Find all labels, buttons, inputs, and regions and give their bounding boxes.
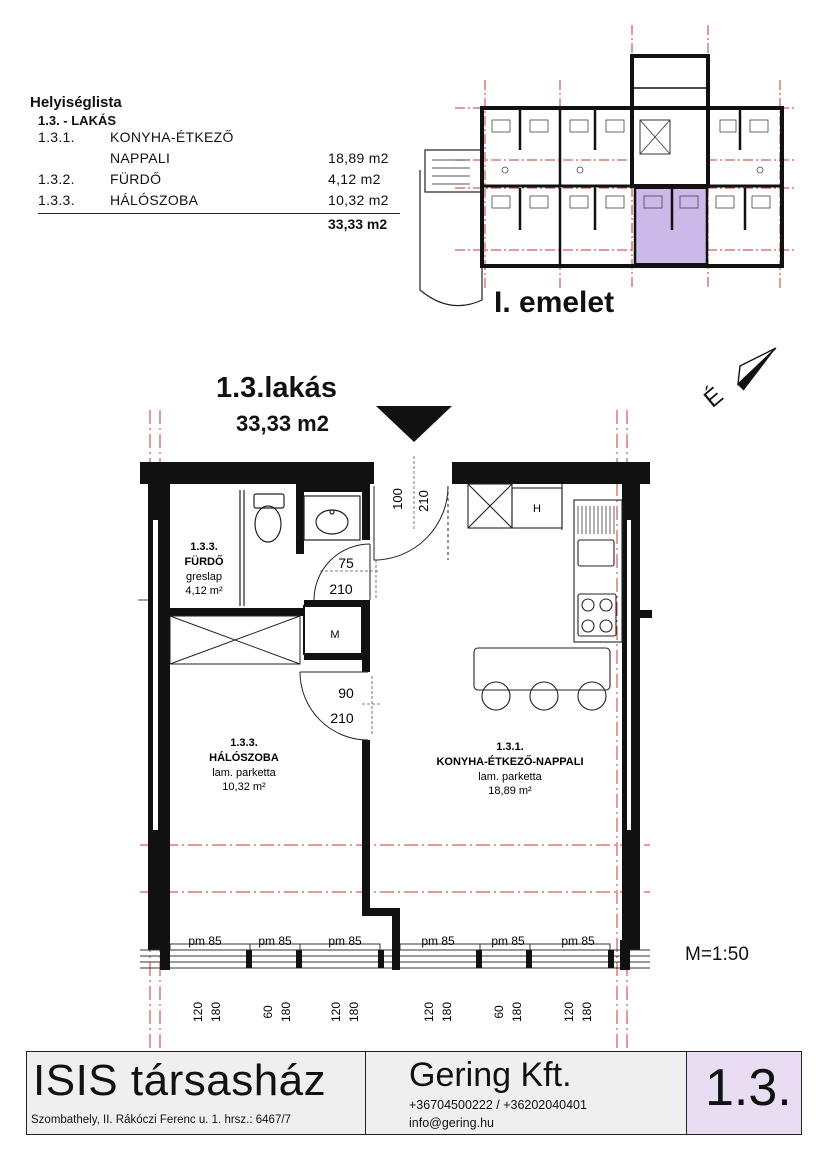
floor-label: I. emelet xyxy=(494,286,615,319)
bath-floor-finish: greslap xyxy=(185,571,223,583)
bath-room-name: FÜRDŐ xyxy=(184,556,224,568)
window-width: 120 xyxy=(422,1001,436,1023)
wall-bath-right xyxy=(296,484,304,554)
meter-label: M xyxy=(330,629,340,641)
bedroom-floor-finish: lam. parketta xyxy=(212,767,276,779)
title-block-company xyxy=(365,1052,689,1134)
sheet-number: 1.3. xyxy=(705,1059,792,1117)
bath-door-width: 75 xyxy=(338,555,354,571)
kitchen-fixtures xyxy=(468,484,622,710)
room-area: 4,12 m2 xyxy=(328,171,381,187)
bedroom-number: 1.3.3. xyxy=(230,737,258,749)
hood-label: H xyxy=(533,503,541,515)
sill-label: pm 85 xyxy=(491,934,525,948)
window-dims xyxy=(191,1002,594,1022)
sill-label: pm 85 xyxy=(328,934,362,948)
entrance-triangle-icon xyxy=(376,406,452,442)
door-swings xyxy=(300,486,448,740)
entry-door-height: 210 xyxy=(416,490,431,512)
window-width: 60 xyxy=(261,1005,275,1019)
living-room-number: 1.3.1. xyxy=(496,741,524,753)
title-block xyxy=(26,1051,802,1135)
unit-title: 1.3.lakás xyxy=(216,372,337,404)
wall-meter xyxy=(362,600,370,672)
wall-bedroom-right xyxy=(362,740,370,910)
project-name: ISIS társasház xyxy=(33,1056,327,1105)
bath-room-number: 1.3.3. xyxy=(190,541,218,553)
bedroom-door-width: 90 xyxy=(338,685,354,701)
window-width: 120 xyxy=(562,1001,576,1023)
sill-label: pm 85 xyxy=(188,934,222,948)
window-width: 120 xyxy=(191,1001,205,1023)
project-address: Szombathely, II. Rákóczi Ferenc u. 1. hrsz.: 6467/7 xyxy=(31,1114,291,1126)
entry-door-width: 100 xyxy=(390,488,405,510)
window-width: 60 xyxy=(492,1005,506,1019)
bedroom-name: HÁLÓSZOBA xyxy=(209,752,279,764)
room-number: 1.3.1. xyxy=(38,129,75,145)
window-height: 180 xyxy=(209,1001,223,1023)
unit-area: 33,33 m2 xyxy=(236,411,329,436)
company-name: Gering Kft. xyxy=(409,1056,572,1094)
wardrobe xyxy=(170,616,300,664)
room-name: KONYHA-ÉTKEZŐ xyxy=(110,129,234,145)
window-height: 180 xyxy=(580,1001,594,1023)
title-block-sheet xyxy=(686,1052,801,1134)
wall-left xyxy=(148,484,170,950)
room-name: FÜRDŐ xyxy=(110,171,162,187)
scale-label: M=1:50 xyxy=(685,944,749,965)
room-list-title: Helyiséglista xyxy=(30,94,122,111)
bedroom-door-height: 210 xyxy=(330,710,354,726)
window-height: 180 xyxy=(347,1001,361,1023)
sill-label: pm 85 xyxy=(258,934,292,948)
room-area: 10,32 m2 xyxy=(328,192,389,208)
living-room-name: KONYHA-ÉTKEZŐ-NAPPALI xyxy=(436,756,584,768)
window-height: 180 xyxy=(440,1001,454,1023)
window-width: 120 xyxy=(329,1001,343,1023)
sill-label: pm 85 xyxy=(561,934,595,948)
title-block-project xyxy=(27,1052,366,1134)
room-list-unit: 1.3. - LAKÁS xyxy=(38,113,117,128)
room-name: HÁLÓSZOBA xyxy=(110,192,199,208)
total-area: 33,33 m2 xyxy=(328,216,388,232)
sill-label: pm 85 xyxy=(421,934,455,948)
sill-labels xyxy=(188,934,595,948)
wall-bath-bedroom xyxy=(170,608,304,616)
room-number: 1.3.2. xyxy=(38,171,75,187)
room-name: NAPPALI xyxy=(110,150,171,166)
company-phones: +36704500222 / +36202040401 xyxy=(409,1098,587,1112)
bath-door-height: 210 xyxy=(329,581,353,597)
room-number: 1.3.3. xyxy=(38,192,75,208)
living-area: 18,89 m² xyxy=(488,785,532,797)
wall-top-right xyxy=(452,462,650,484)
living-floor-finish: lam. parketta xyxy=(478,771,542,783)
bath-area: 4,12 m² xyxy=(185,585,223,597)
company-email: info@gering.hu xyxy=(409,1116,494,1130)
window-height: 180 xyxy=(510,1001,524,1023)
wall-top-left xyxy=(140,462,374,484)
window-height: 180 xyxy=(279,1001,293,1023)
room-area: 18,89 m2 xyxy=(328,150,389,166)
bedroom-area: 10,32 m² xyxy=(222,781,266,793)
north-label: É xyxy=(698,382,729,414)
